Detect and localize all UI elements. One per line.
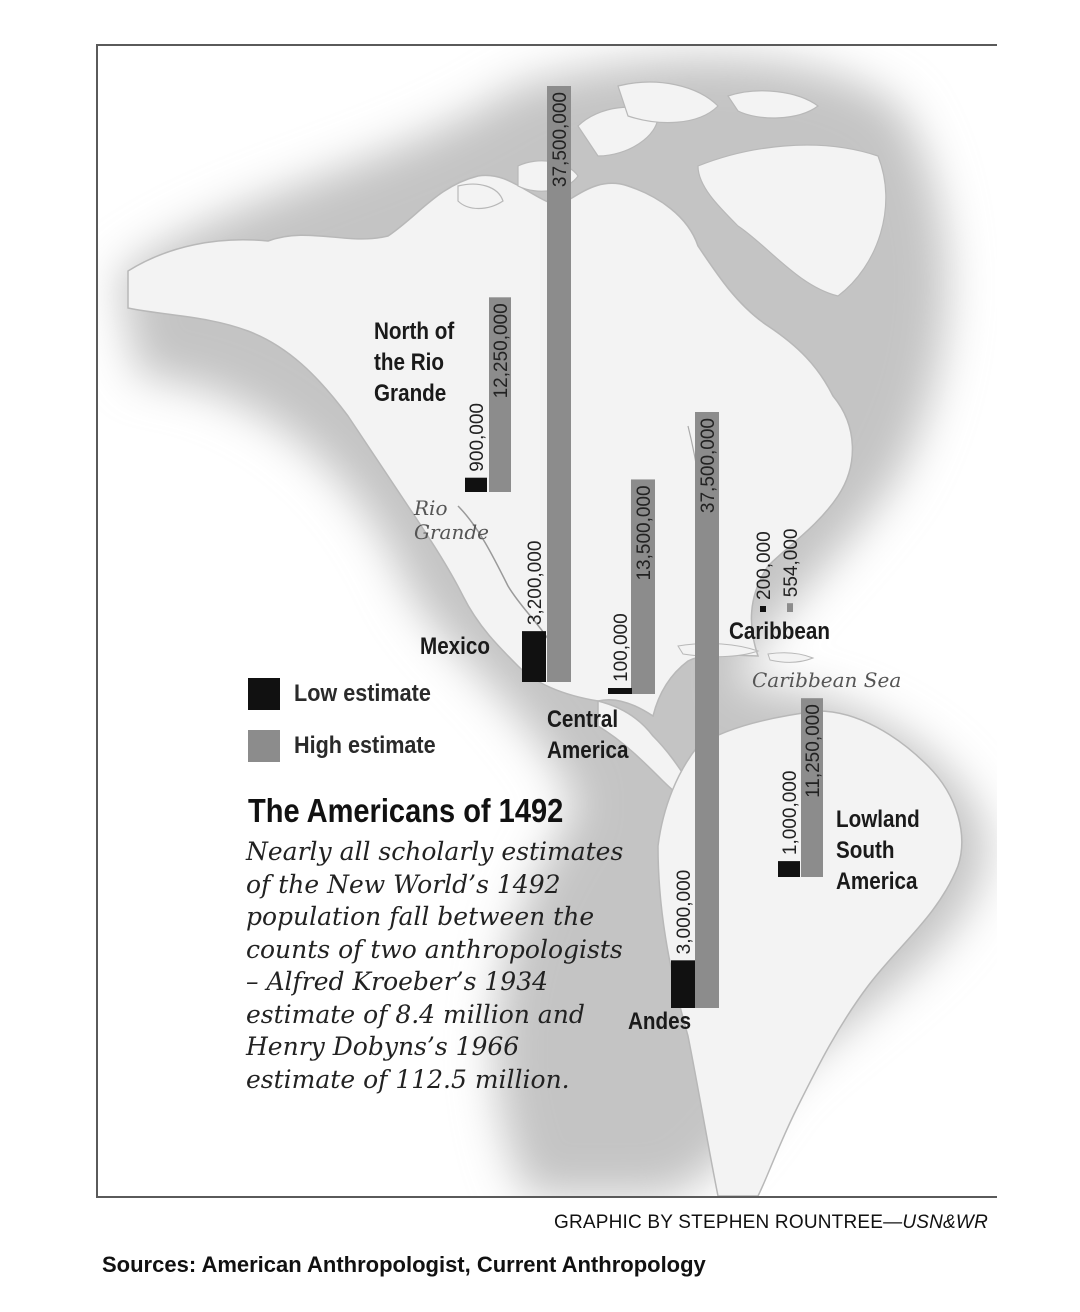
value-label-low-lowland: 1,000,000: [780, 770, 801, 856]
value-label-low-central: 100,000: [611, 613, 632, 682]
chart-title: The Americans of 1492: [248, 792, 564, 829]
value-label-high-caribbean: 554,000: [781, 528, 802, 598]
rio-grande-label: Rio Grande: [414, 496, 489, 544]
map-frame: [96, 44, 997, 1198]
value-label-low-mexico: 3,200,000: [525, 540, 546, 626]
bar-low-caribbean: [760, 606, 766, 612]
chart-subtitle: Nearly all scholarly estimates of the New World’s 1492 population fall between the counts of two anthropologists – Alfred Kroeber’s 1934 estimate of 8.4 million and Henry Dobyns’s 1966 estimate of 112.5 million.: [246, 837, 624, 1094]
legend-swatch-high: [248, 730, 280, 762]
legend-label-low: Low estimate: [294, 680, 431, 707]
region-label-andes: Andes: [628, 1008, 692, 1035]
legend-swatch-low: [248, 678, 280, 710]
value-label-low-north: 900,000: [467, 403, 488, 472]
region-label-central-america: Central America: [547, 706, 629, 764]
bar-low-andes: [671, 960, 695, 1008]
region-label-lowland-south-america: Lowland South America: [836, 806, 920, 895]
region-label-mexico: Mexico: [420, 633, 490, 660]
credit-outlet: USN&WR: [902, 1212, 988, 1233]
bar-low-lowland: [778, 861, 800, 877]
sources-note: Sources: American Anthropologist, Current Anthropology: [102, 1252, 706, 1277]
value-label-low-andes: 3,000,000: [674, 869, 695, 955]
legend-item-high: [248, 730, 451, 762]
bar-low-central: [608, 688, 632, 694]
region-label-caribbean: Caribbean: [729, 618, 830, 645]
value-label-high-lowland: 11,250,000: [803, 704, 824, 798]
legend-label-high: High estimate: [294, 732, 436, 759]
caribbean-sea-label: Caribbean Sea: [752, 668, 902, 692]
bar-high-caribbean: [787, 603, 793, 612]
bar-low-mexico: [522, 631, 546, 682]
graphic-credit: [554, 1212, 988, 1234]
value-label-high-north: 12,250,000: [491, 303, 512, 399]
value-label-low-caribbean: 200,000: [754, 531, 775, 600]
credit-prefix: GRAPHIC BY STEPHEN ROUNTREE—: [553, 1212, 903, 1233]
value-label-high-mexico: 37,500,000: [550, 92, 571, 188]
region-label-north: North of the Rio Grande: [374, 318, 455, 407]
legend-item-low: [248, 678, 446, 710]
bar-low-north: [465, 478, 487, 492]
value-label-high-andes: 37,500,000: [698, 418, 719, 514]
value-label-high-central: 13,500,000: [634, 485, 655, 581]
